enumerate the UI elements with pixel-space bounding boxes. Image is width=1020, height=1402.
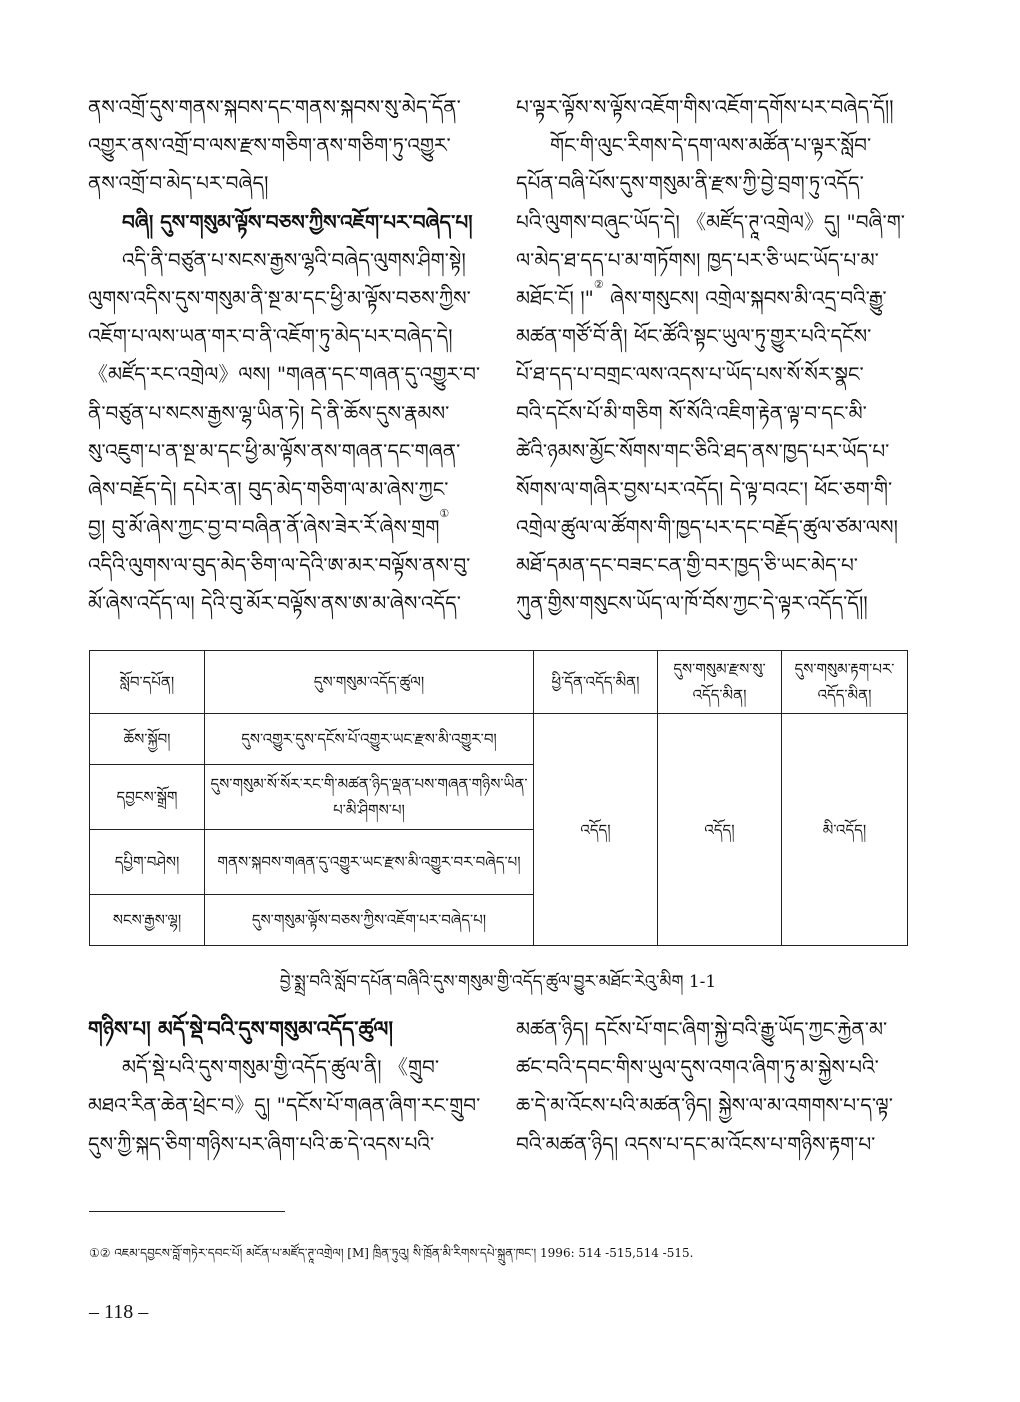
header-view: དུས་གསུམ་འདོད་ཚུལ། [205, 651, 534, 714]
text-line: མཐའ་རིན་ཆེན་ཕྲེང་བ》དུ། "དངོས་པོ་གཞན་ཞིག་རང་གྲུབ་ [88, 1093, 480, 1118]
text-line [88, 508, 480, 546]
table-row [90, 714, 908, 765]
cell-master: སངས་རྒྱས་ལྷ། [90, 895, 205, 946]
text-line: པའི་ལུགས་བཞུང་ཡོད་དེ། 《མཛོད་ཊཱ་འགྲེལ》དུ། "བཞི་ག་ [516, 209, 905, 234]
text-line: པོ་ཐ་དད་པ་བགྲང་ལས་འདས་པ་ཡོད་པས་སོ་སོར་སྣང་ [516, 362, 864, 387]
text-line: མདོ་སྡེ་པའི་དུས་གསུམ་གྱི་འདོད་ཚུལ་ནི། 《གྲུབ་ [122, 1055, 440, 1080]
text-line: མོ་ཞེས་འདོད་ལ། དེའི་བུ་མོར་བལྟོས་ནས་ཨ་མ་ཞེས་འདོད་ [88, 591, 461, 616]
comparison-table [89, 650, 908, 946]
text-line: ནས་འགྲོ་བ་མེད་པར་བཞེད། [88, 171, 269, 196]
text-line: མཐོ་དམན་དང་བཟང་ངན་གྱི་བར་ཁྱད་ཅི་ཡང་མེད་པ་ [516, 553, 858, 578]
text-line: ཀུན་གྱིས་གསུངས་ཡོད་ལ་ཁོ་བོས་ཀྱང་དེ་ལྟར་འདོད་དོ།། [516, 591, 868, 616]
header-master: སློབ་དཔོན། [90, 651, 205, 714]
header-three-times-permanent: དུས་གསུམ་རྟག་པར་འདོད་མིན། [782, 651, 908, 714]
text-line: 《མཛོད་རང་འགྲེལ》ལས། "གཞན་དང་གཞན་དུ་འགྱུར་བ་ [88, 362, 480, 387]
text-line: དུས་ཀྱི་སྐད་ཅིག་གཉིས་པར་ཞིག་པའི་ཆ་དེ་འདས་པའི་ [88, 1131, 435, 1156]
cell-view: དུས་འགྱུར་དུས་དངོས་པོ་འགྱུར་ཡང་རྫས་མི་འགྱུར་བ། [205, 714, 534, 765]
text-line-content: མཐོང་ངོ། །" [516, 285, 594, 310]
text-line: པ་ལྟར་ལྟོས་ས་ལྟོས་འཇོག་གིས་འཇོག་དགོས་པར་བཞེད་དོ།། [516, 95, 894, 119]
text-line: ནས་འགྲོ་དུས་གནས་སྐབས་དང་གནས་སྐབས་སུ་མེད་དོན་ [88, 95, 461, 119]
top-left-column [88, 88, 480, 623]
text-line: གོང་གི་ལུང་རིགས་དེ་དག་ལས་མཚོན་པ་ལྟར་སློབ་ [550, 133, 872, 158]
cell-master: ཆོས་སྐྱོབ། [90, 714, 205, 765]
text-line-content: ཞེས་གསུངས། འགྲེལ་སྐབས་མི་འདྲ་བའི་རྒྱུ་ [610, 285, 887, 310]
text-line: དཔོན་བཞི་པོས་དུས་གསུམ་ནི་རྫས་ཀྱི་བྱེ་བྲག་ཏུ་འདོད་ [516, 171, 864, 196]
text-line [516, 279, 908, 317]
cell-external-objects: འདོད། [534, 714, 658, 946]
footnote-divider [89, 1211, 285, 1212]
cell-master: དབྱངས་སྒྲོག [90, 765, 205, 830]
cell-master: དཔྱིག་བཤེས། [90, 830, 205, 895]
cell-three-times-substance: འདོད། [658, 714, 782, 946]
text-line: ནི་བཙུན་པ་སངས་རྒྱས་ལྷ་ཡིན་ཏེ། དེ་ནི་ཆོས་དུས་རྣམས་ [88, 400, 450, 425]
bottom-left-column [88, 1010, 480, 1163]
cell-view: དུས་གསུམ་ལྟོས་བཅས་ཀྱིས་འཇོག་པར་བཞེད་པ། [205, 895, 534, 946]
text-line: བའི་མཚན་ཉིད། འདས་པ་དང་མ་འོངས་པ་གཉིས་རྟག་པ་ [516, 1131, 876, 1156]
text-line: འགྲེལ་ཚུལ་ལ་ཚོགས་གི་ཁྱད་པར་དང་བརྗོད་ཚུལ་ཙམ་ལས། [516, 515, 898, 540]
table-header-row [90, 651, 908, 714]
text-line: ལུགས་འདིས་དུས་གསུམ་ནི་སྔ་མ་དང་ཕྱི་མ་ལྟོས་བཅས་ཀྱིས་ [88, 285, 471, 310]
section-heading: བཞི། དུས་གསུམ་ལྟོས་བཅས་ཀྱིས་འཇོག་པར་བཞེད་པ། [122, 209, 473, 234]
text-line: ཞེས་བརྗོད་དེ། དཔེར་ན། བུད་མེད་གཅིག་ལ་མ་ཞེས་ཀྱང་ [88, 476, 449, 501]
footnote-marker: ② [593, 278, 604, 291]
footnote-marker: ① [439, 508, 450, 521]
text-line: མཚན་གཙོ་བོ་ནི། ཕོང་ཚོའི་སྟང་ཡུལ་ཏུ་གྱུར་པའི་དངོས་ [516, 324, 872, 349]
text-line: བའི་དངོས་པོ་མི་གཅིག སོ་སོའི་འཇིག་རྟེན་ལྟ་བ་དང་མི་ [516, 400, 867, 425]
header-three-times-substance: དུས་གསུམ་རྫས་སུ་འདོད་མིན། [658, 651, 782, 714]
page-number: – 118 – [89, 1301, 149, 1323]
text-line: སོགས་ལ་གཞིར་བྱས་པར་འདོད། དེ་ལྟ་བའང་། ཕོང་ཅག་གི་ [516, 476, 893, 501]
text-line: ཚང་བའི་དབང་གིས་ཡུལ་དུས་འགའ་ཞིག་ཏུ་མ་སྐྱེས་པའི་ [516, 1055, 879, 1080]
text-line: འདིའི་ལུགས་ལ་བུད་མེད་ཅིག་ལ་དེའི་ཨ་མར་བལྟོས་ནས་བུ་ [88, 553, 471, 578]
cell-view: དུས་གསུམ་སོ་སོར་རང་གི་མཚན་ཉིད་ལྡན་པས་གཞན་གཉིས་ཡིན་པ་མི་ཤིགས་པ། [205, 765, 534, 830]
text-line: འདི་ནི་བཙུན་པ་སངས་རྒྱས་ལྷའི་བཞེད་ལུགས་ཤིག་སྟེ། [122, 247, 466, 272]
top-right-column [516, 88, 908, 623]
bottom-right-column [516, 1010, 908, 1163]
text-line: འགྱུར་ནས་འགྲོ་བ་ལས་རྫས་གཅིག་ནས་གཅིག་ཏུ་འགྱུར་ [88, 133, 451, 158]
text-line-content: བྱ། བུ་མོ་ཞེས་ཀྱང་བྱ་བ་བཞིན་ནོ་ཞེས་ཟེར་རོ་ཞེས་གྲག [88, 515, 440, 540]
text-line: ལ་མེད་ཐ་དད་པ་མ་གཏོགས། ཁྱད་པར་ཅི་ཡང་ཡོད་པ་མ་ [516, 247, 879, 272]
header-external-objects: ཕྱི་དོན་འདོད་མིན། [534, 651, 658, 714]
table-caption: བྱེ་སྨྲ་བའི་སློབ་དཔོན་བཞིའི་དུས་གསུམ་གྱི་འདོད་ཚུལ་བྱུར་མཐོང་རེའུ་མིག 1-1 [279, 972, 717, 992]
text-line: མཚན་ཉིད། དངོས་པོ་གང་ཞིག་སྐྱེ་བའི་རྒྱུ་ཡོད་ཀྱང་རྐྱེན་མ་ [516, 1017, 888, 1041]
section-heading: གཉིས་པ། མདོ་སྡེ་བའི་དུས་གསུམ་འདོད་ཚུལ། [88, 1016, 394, 1041]
text-line: ཚེའི་ཉམས་མྱོང་སོགས་གང་ཅིའི་ཐད་ནས་ཁྱད་པར་ཡོད་པ་ [516, 438, 890, 463]
cell-three-times-permanent: མི་འདོད། [782, 714, 908, 946]
cell-view: གནས་སྐབས་གཞན་དུ་འགྱུར་ཡང་རྫས་མི་འགྱུར་བར་བཞེད་པ། [205, 830, 534, 895]
text-line: ཆ་དེ་མ་འོངས་པའི་མཚན་ཉིད། སྐྱེས་ལ་མ་འགགས་པ་ད་ལྟ་ [516, 1093, 893, 1118]
footnote: ①② འཇམ་དབྱངས་བློ་གཏེར་དབང་པོ། མངོན་པ་མཛོད་ཊཱ་འགྲེལ། [M] ཁྲིན་ཏུའུ། སི་ཁྲོན་མི་རིགས་དཔེ་སྐྲུན་ཁང་། 1996: 514 -515,514 -515. [89, 1246, 694, 1260]
text-line: འཇོག་པ་ལས་ཡན་གར་བ་ནི་འཇོག་ཏུ་མེད་པར་བཞེད་དེ། [88, 324, 453, 349]
text-line: སུ་འཇུག་པ་ན་སྔ་མ་དང་ཕྱི་མ་ལྟོས་ནས་གཞན་དང་གཞན་ [88, 438, 461, 463]
